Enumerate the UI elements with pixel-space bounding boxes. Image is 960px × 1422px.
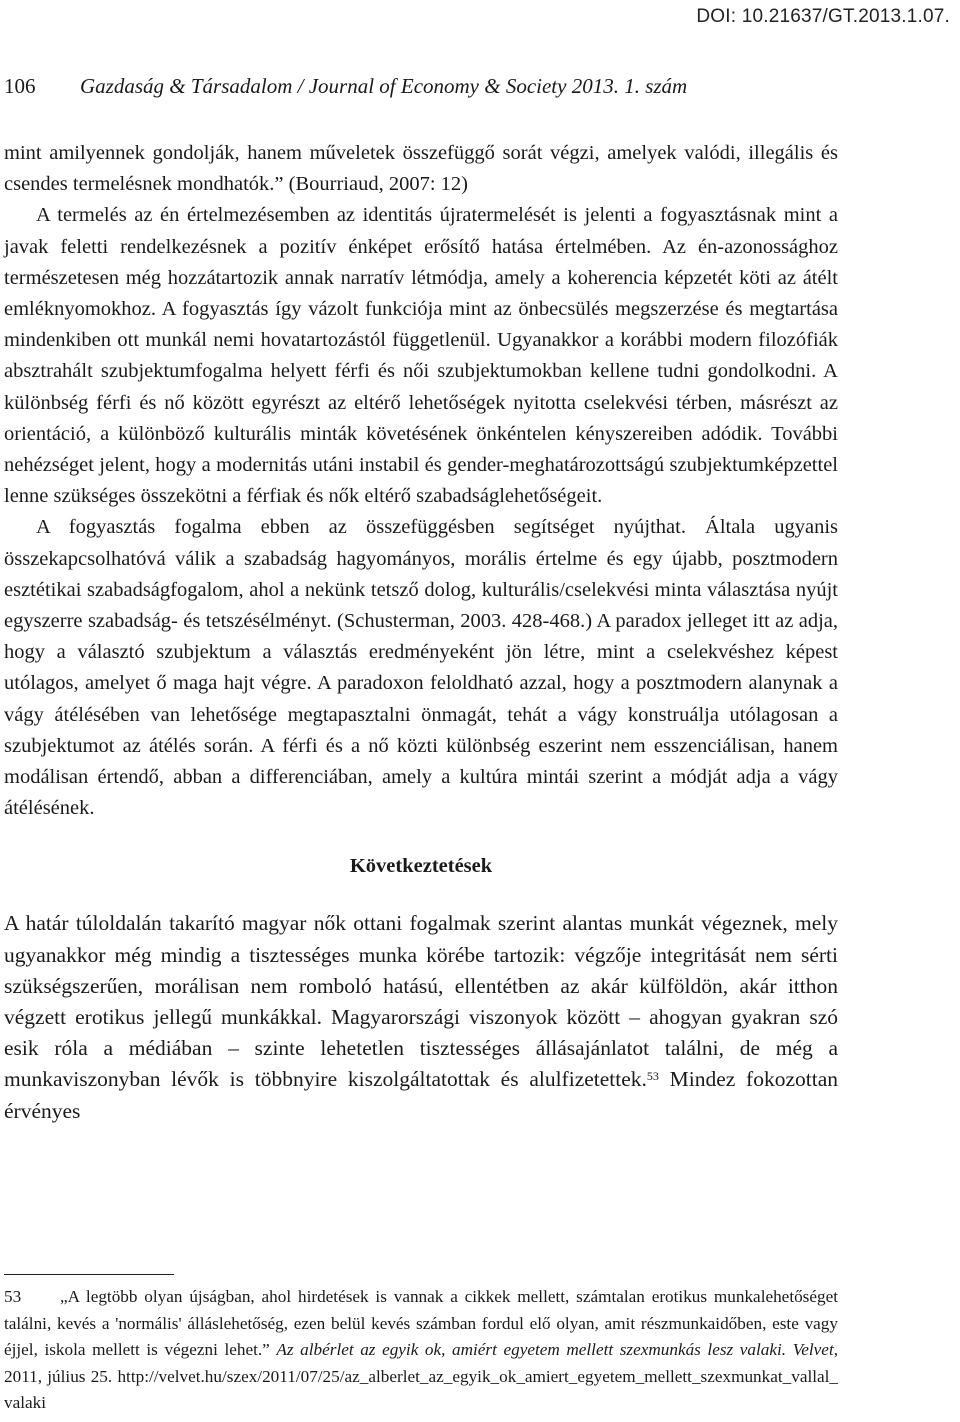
- footnote-reference[interactable]: 53: [646, 1069, 659, 1084]
- footnote-source: Velvet: [792, 1340, 834, 1359]
- section-paragraph-tail: Mindez fokozottan érvényes: [4, 1067, 838, 1123]
- page-number: 106: [4, 74, 36, 98]
- paragraph: A termelés az én értelmezésemben az identitás újratermelését is jelenti a fogyasztásnak mint a javak feletti rendelkezésnek a pozitív énképet erősítő hatása értelmében. Az én-azonossághoz természetesen még hozzátartozik annak narratív létmódja, amely a koherencia képzetét köti az átélt emléknyomokhoz. A fogyasztás így vázolt funkciója mint az önbecsülés megszerzése és megtartása mindenkiben ott munkál nemi hovatartozástól függetlenül. Ugyanakkor a korábbi modern filozófiák absztrahált szubjektumfogalma helyett férfi és női szubjektumokban kellene tudni gondolkodni. A különbség férfi és nő között egyrészt az eltérő lehetőségek nyitotta cselekvési térben, másrészt az orientáció, a különböző kulturális minták követésének önkéntelen kényszereiben adódik. További nehézséget jelent, hogy a modernitás utáni instabil és gender-meghatározottságú szubjektumképzettel lenne szükséges összekötni a férfiak és nők eltérő szabadságlehetőségeit.: [4, 204, 838, 508]
- main-text: [4, 138, 838, 1127]
- section-paragraph: [4, 908, 838, 1126]
- section-paragraph-text: A határ túloldalán takarító magyar nők ottani fogalmak szerint alantas munkát végeznek, mely ugyanakkor még mindig a tisztességes munka körébe tartozik: végzője integritását nem sérti szükségszerűen, morálisan nem romboló hatású, ellentétben az akár külföldön, akár itthon végzett erotikus jellegű munkákkal. Magyarországi viszonyok között – ahogyan gyakran szó esik róla a médiában – szinte lehetetlen tisztességes állásajánlatot találni, de még a munkaviszonyban lévők is többnyire kiszolgáltatottak és alulfizetettek.: [4, 911, 838, 1092]
- running-header: [4, 74, 956, 99]
- journal-title: Gazdaság & Társadalom / Journal of Economy & Society 2013. 1. szám: [80, 74, 688, 98]
- footnote-article-title: Az albérlet az egyik ok, amiért egyetem mellett szexmunkás lesz valaki.: [276, 1340, 787, 1359]
- footnote-number: 53: [4, 1287, 22, 1306]
- doi-label: DOI: 10.21637/GT.2013.1.07.: [696, 6, 950, 27]
- footnote-url[interactable]: http://velvet.hu/szex/2011/07/25/az_alberlet_az_egyik_ok_amiert_egyetem_mellett_szexmunkat_vallal_valaki: [4, 1366, 838, 1412]
- footnote: [4, 1284, 838, 1417]
- footnote-divider: [4, 1274, 174, 1275]
- section-heading: Következtetések: [349, 855, 493, 878]
- paragraph-continuation: mint amilyennek gondolják, hanem műveletek összefüggő sorát végzi, amelyek valódi, illegális és csendes termelésnek mondhatók.” (Bourriaud, 2007: 12): [4, 142, 838, 196]
- footnote-date: , 2011, július 25.: [4, 1340, 839, 1386]
- footnote-text: „A legtöbb olyan újságban, ahol hirdetések is vannak a cikkek mellett, számtalan erotikus munkalehetőséget találni, kevés a 'normális' álláslehetőség, ezen belül kevés számban fordul elő olyan, amit részmunkaidőben, este vagy éjjel, iskola mellett is végezni lehet.”: [4, 1287, 838, 1359]
- paragraph: A fogyasztás fogalma ebben az összefüggésben segítséget nyújthat. Általa ugyanis összekapcsolhatóvá válik a szabadság hagyományos, morális értelme és egy újabb, posztmodern esztétikai szabadságfogalom, ahol a nekünk tetsző dolog, kulturális/cselekvési minta választása nyújt egyszerre szabadság- és tetszésélményt. (Schusterman, 2003. 428-468.) A paradox jelleget itt az adja, hogy a választó szubjektum a választás eredményeként jön létre, mint a cselekvéshez képest utólagos, amelyet ő maga hajt végre. A paradoxon feloldható azzal, hogy a posztmodern alanynak a vágy átélésében van lehetősége megtapasztalni önmagát, tehát a vágy konstruálja utólagosan a szubjektumot az átélés során. A férfi és a nő közti különbség eszerint nem esszenciálisan, hanem modálisan értendő, abban a differenciában, amely a kultúra mintái szerint a módját adja a vágy átélésének.: [4, 516, 838, 820]
